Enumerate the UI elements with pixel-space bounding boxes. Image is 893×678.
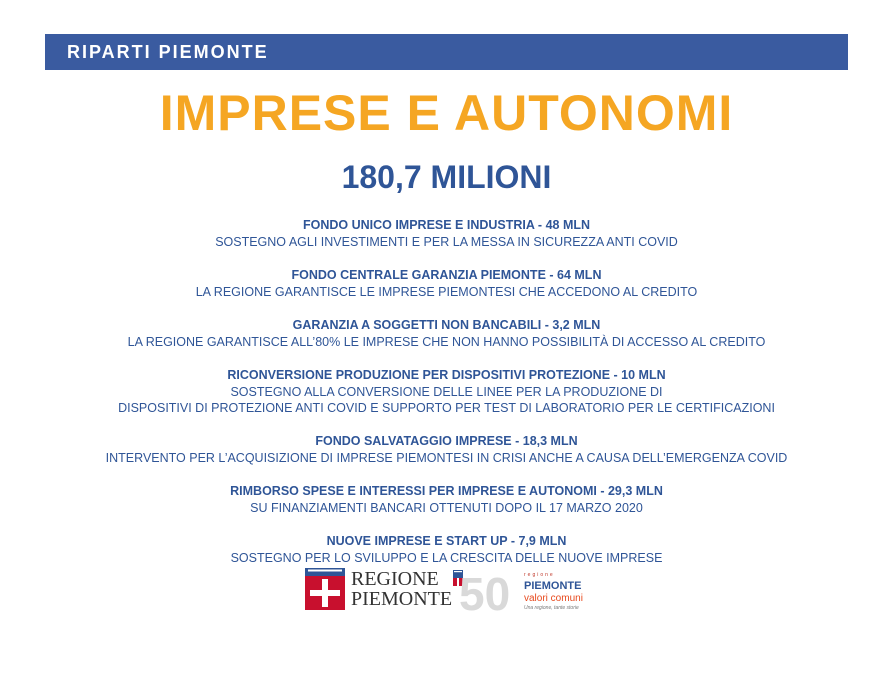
regione-line-1: REGIONE <box>351 568 439 590</box>
item-heading: RICONVERSIONE PRODUZIONE PER DISPOSITIVI PROTEZIONE - 10 MLN <box>227 368 666 382</box>
total-amount: 180,7 MILIONI <box>341 159 552 195</box>
funding-list <box>0 217 893 583</box>
item-heading: NUOVE IMPRESE E START UP - 7,9 MLN <box>326 534 567 548</box>
regione-name <box>351 569 452 609</box>
header-banner <box>45 34 848 70</box>
item-heading: FONDO SALVATAGGIO IMPRESE - 18,3 MLN <box>315 434 578 448</box>
funding-item <box>0 533 893 566</box>
pv-small-label: regione <box>524 572 555 578</box>
page-title: IMPRESE E AUTONOMI <box>159 85 734 141</box>
funding-item <box>0 483 893 516</box>
item-description: SOSTEGNO ALLA CONVERSIONE DELLE LINEE PER LA PRODUZIONE DI <box>230 385 663 399</box>
pv-main-label: PIEMONTE <box>524 580 582 592</box>
footer-logos <box>305 568 605 613</box>
item-description: DISPOSITIVI DI PROTEZIONE ANTI COVID E SUPPORTO PER TEST DI LABORATORIO PER LE CERTIFICAZIONI <box>118 401 775 415</box>
funding-item <box>0 317 893 350</box>
regione-line-2: PIEMONTE <box>351 588 453 610</box>
funding-item <box>0 267 893 300</box>
regione-crest-icon <box>305 568 345 610</box>
fifty-anniversary-icon <box>451 568 521 612</box>
funding-item <box>0 433 893 466</box>
banner-text: RIPARTI PIEMONTE <box>67 41 269 62</box>
item-heading: RIMBORSO SPESE E INTERESSI PER IMPRESE E AUTONOMI - 29,3 MLN <box>230 484 663 498</box>
pv-tagline: Una regione, tante storie <box>524 605 579 611</box>
item-description: LA REGIONE GARANTISCE ALL’80% LE IMPRESE CHE NON HANNO POSSIBILITÀ DI ACCESSO AL CREDITO <box>127 335 766 349</box>
item-description: LA REGIONE GARANTISCE LE IMPRESE PIEMONTESI CHE ACCEDONO AL CREDITO <box>195 285 698 299</box>
item-heading: GARANZIA A SOGGETTI NON BANCABILI - 3,2 MLN <box>292 318 601 332</box>
item-description: SOSTEGNO PER LO SVILUPPO E LA CRESCITA DELLE NUOVE IMPRESE <box>230 551 663 565</box>
item-heading: FONDO UNICO IMPRESE E INDUSTRIA - 48 MLN <box>302 218 591 232</box>
item-description: INTERVENTO PER L’ACQUISIZIONE DI IMPRESE PIEMONTESI IN CRISI ANCHE A CAUSA DELL’EMERGENZA COVID <box>105 451 788 465</box>
anniversary-number: 50 <box>459 568 511 612</box>
item-description: SOSTEGNO AGLI INVESTIMENTI E PER LA MESSA IN SICUREZZA ANTI COVID <box>215 235 678 249</box>
funding-item <box>0 367 893 416</box>
pv-sub-label: valori comuni <box>524 593 583 604</box>
item-heading: FONDO CENTRALE GARANZIA PIEMONTE - 64 MLN <box>291 268 602 282</box>
item-description: SU FINANZIAMENTI BANCARI OTTENUTI DOPO IL 17 MARZO 2020 <box>250 501 643 515</box>
funding-item <box>0 217 893 250</box>
